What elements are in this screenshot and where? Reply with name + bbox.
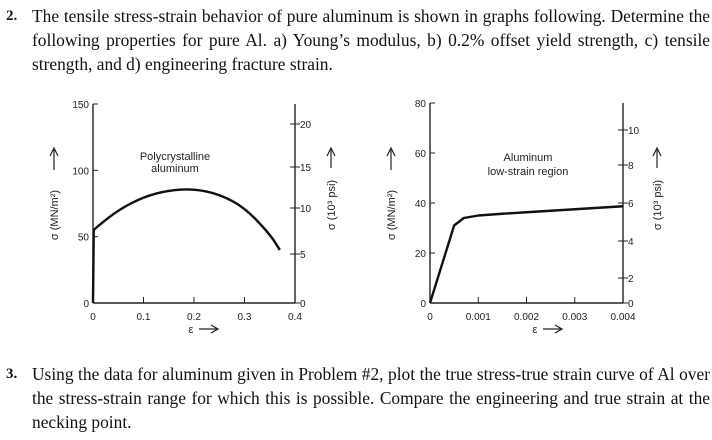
chart1-x-arrow — [199, 325, 218, 333]
problem-3-text: Using the data for aluminum given in Problem #2, plot the true stress-true strain curve of Al over the stress-strain range for which this is possible. Compare the engineering and true strain at the necking point. — [32, 364, 710, 432]
chart2-y-tick-label-right: 10 — [628, 126, 640, 137]
chart1-series-line — [93, 189, 280, 303]
chart1-y-tick-label-right: 20 — [300, 120, 312, 131]
chart2-y-tick-label-left: 80 — [414, 99, 426, 110]
chart1-y-tick-label-left: 150 — [72, 100, 89, 111]
chart1-y-label-left: σ (MN/m²) — [49, 189, 61, 241]
chart2-y-left-arrow — [387, 148, 395, 170]
chart2-x-arrow — [543, 325, 562, 333]
chart2-y-tick-label-right: 2 — [628, 274, 634, 285]
chart1-y-tick-label-right: 10 — [300, 204, 312, 215]
chart2-y-tick-label-right: 6 — [628, 199, 634, 210]
chart1-y-left-arrow — [50, 148, 58, 170]
chart1-annotation: aluminum — [151, 163, 199, 175]
chart1-y-tick-label-right: 15 — [300, 163, 312, 174]
problem-3 — [6, 362, 710, 434]
chart1-y-tick-label-left: 0 — [83, 299, 89, 310]
chart1-x-tick-label: 0.3 — [237, 312, 252, 323]
chart2-y-label-left: σ (MN/m²) — [386, 189, 398, 241]
chart1-x-tick-label: 0 — [90, 312, 96, 323]
chart2-series-line — [430, 206, 623, 303]
chart1-y-tick-label-left: 100 — [72, 166, 89, 178]
chart2-x-tick-label: 0.002 — [513, 312, 540, 323]
problem-2-text: The tensile stress-strain behavior of pure aluminum is shown in graphs following. Determine the following properties for pure Al. a) Young’s modulus, b) 0.2% offset yield strength, c) tensile strength, and d) engineering fracture strain. — [32, 6, 710, 74]
chart2-x-tick-label: 0.001 — [465, 312, 491, 323]
chart2-x-tick-label: 0 — [427, 312, 433, 323]
chart2-annotation: low-strain region — [487, 166, 569, 178]
chart2-y-tick-label-left: 40 — [414, 199, 426, 210]
chart2-annotation: Aluminum — [503, 152, 553, 164]
chart1-y-tick-label-right: 0 — [300, 299, 306, 310]
chart1-x-label: ε — [188, 324, 194, 336]
problem-3-number: 3. — [6, 366, 18, 382]
chart2-x-tick-label: 0.003 — [562, 312, 588, 323]
chart1-y-tick-label-left: 50 — [77, 232, 89, 244]
problem-2-number: 2. — [6, 8, 18, 24]
chart1-y-tick-label-right: 5 — [300, 250, 306, 261]
chart1-x-tick-label: 0.4 — [288, 312, 302, 323]
chart2-x-label: ε — [532, 324, 538, 336]
chart2-y-label-right: σ (10³ psi) — [652, 179, 664, 231]
chart1-x-tick-label: 0.2 — [187, 312, 201, 323]
chart2-y-tick-label-left: 20 — [414, 249, 426, 260]
chart2-x-tick-label: 0.004 — [610, 312, 636, 323]
chart2-y-tick-label-right: 0 — [628, 299, 634, 310]
chart2-y-right-arrow — [653, 148, 661, 168]
chart2-y-tick-label-right: 8 — [628, 161, 634, 172]
chart1-x-tick-label: 0.1 — [136, 312, 151, 323]
chart1-y-label-right: σ (10³ psi) — [326, 179, 338, 231]
chart1-annotation: Polycrystalline — [139, 151, 211, 163]
chart2-y-tick-label-right: 4 — [628, 237, 634, 248]
chart2-y-tick-label-left: 60 — [414, 149, 426, 160]
chart2-y-tick-label-left: 0 — [420, 299, 426, 310]
chart1-y-right-arrow — [327, 148, 335, 168]
